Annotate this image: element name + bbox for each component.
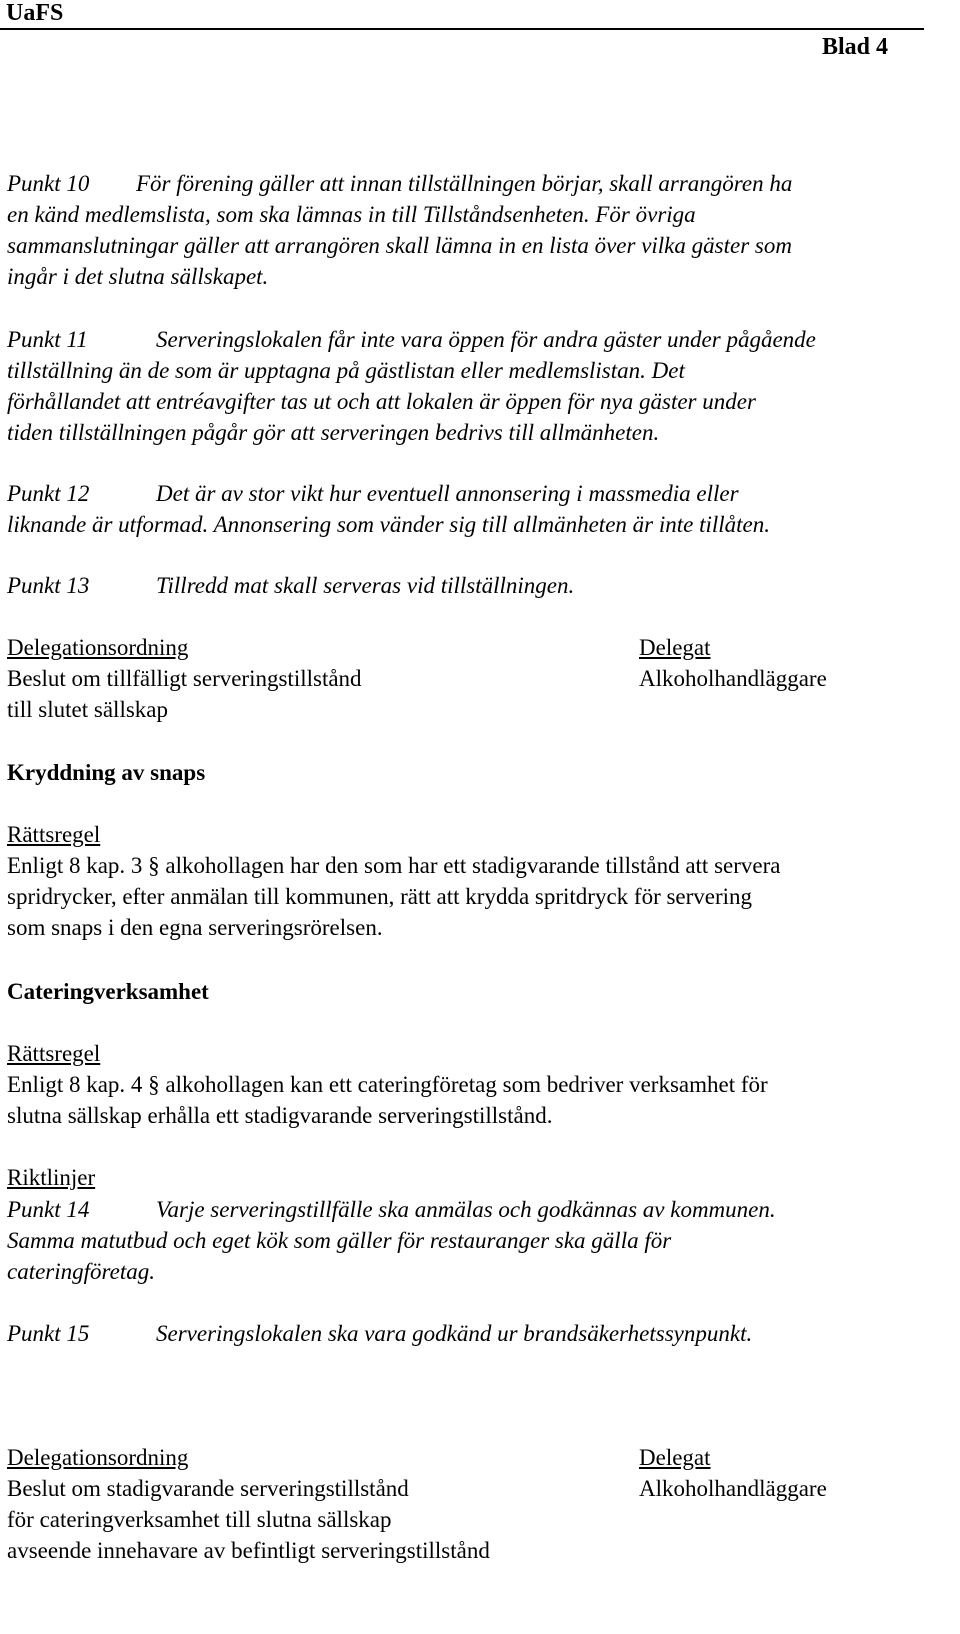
punkt-11-line3: förhållandet att entréavgifter tas ut och att lokalen är öppen för nya gäster under bbox=[7, 389, 756, 414]
punkt-10 bbox=[7, 168, 922, 292]
catering-title: Cateringverksamhet bbox=[7, 979, 209, 1004]
punkt-11-line1: Serveringslokalen får inte vara öppen för andra gäster under pågående bbox=[156, 327, 816, 352]
kryddning-line2: spridrycker, efter anmälan till kommunen, rätt att krydda spritdryck för servering bbox=[7, 884, 753, 909]
delegation-2-line1: Beslut om stadigvarande serveringstillstånd bbox=[7, 1476, 409, 1501]
punkt-10-line1: För förening gäller att innan tillställningen börjar, skall arrangören ha bbox=[136, 171, 793, 196]
punkt-12-line2: liknande är utformad. Annonsering som vänder sig till allmänheten är inte tillåten. bbox=[7, 512, 770, 537]
punkt-10-label: Punkt 10 bbox=[7, 171, 90, 196]
punkt-13-label: Punkt 13 bbox=[7, 573, 90, 598]
punkt-14-line3: cateringföretag. bbox=[7, 1259, 155, 1284]
punkt-10-line4: ingår i det slutna sällskapet. bbox=[7, 264, 269, 289]
punkt-15-label: Punkt 15 bbox=[7, 1321, 90, 1346]
punkt-12 bbox=[7, 478, 922, 540]
delegation-1 bbox=[7, 632, 922, 725]
delegation-1-heading: Delegationsordning bbox=[7, 635, 189, 660]
punkt-15 bbox=[7, 1318, 922, 1349]
kryddning-title: Kryddning av snaps bbox=[7, 760, 206, 785]
delegation-2-delegat-heading: Delegat bbox=[639, 1445, 711, 1470]
punkt-14-label: Punkt 14 bbox=[7, 1197, 90, 1222]
kryddning-line3: som snaps i den egna serveringsrörelsen. bbox=[7, 915, 383, 940]
kryddning-section bbox=[7, 757, 922, 943]
catering-line1: Enligt 8 kap. 4 § alkohollagen kan ett cateringföretag som bedriver verksamhet för bbox=[7, 1072, 768, 1097]
punkt-15-line1: Serveringslokalen ska vara godkänd ur brandsäkerhetssynpunkt. bbox=[156, 1321, 753, 1346]
punkt-14-line1: Varje serveringstillfälle ska anmälas och godkännas av kommunen. bbox=[156, 1197, 776, 1222]
delegation-1-delegat-heading: Delegat bbox=[639, 635, 711, 660]
delegation-2-delegat: Alkoholhandläggare bbox=[639, 1476, 827, 1501]
delegation-2-heading: Delegationsordning bbox=[7, 1445, 189, 1470]
catering-line2: slutna sällskap erhålla ett stadigvarande serveringstillstånd. bbox=[7, 1103, 553, 1128]
header-org: UaFS bbox=[6, 0, 64, 26]
punkt-13 bbox=[7, 570, 922, 601]
delegation-2-line2: för cateringverksamhet till slutna sällskap bbox=[7, 1507, 392, 1532]
catering-rule-heading: Rättsregel bbox=[7, 1041, 101, 1066]
punkt-12-label: Punkt 12 bbox=[7, 481, 90, 506]
punkt-11-label: Punkt 11 bbox=[7, 327, 88, 352]
catering-guidelines-heading: Riktlinjer bbox=[7, 1165, 96, 1190]
catering-section bbox=[7, 976, 922, 1193]
kryddning-rule-heading: Rättsregel bbox=[7, 822, 101, 847]
punkt-11 bbox=[7, 324, 922, 448]
delegation-2 bbox=[7, 1442, 922, 1566]
kryddning-line1: Enligt 8 kap. 3 § alkohollagen har den som har ett stadigvarande tillstånd att servera bbox=[7, 853, 781, 878]
punkt-14 bbox=[7, 1194, 922, 1287]
delegation-1-line2: till slutet sällskap bbox=[7, 697, 168, 722]
page-number: Blad 4 bbox=[822, 34, 889, 60]
delegation-1-delegat: Alkoholhandläggare bbox=[639, 666, 827, 691]
punkt-11-line2: tillställning än de som är upptagna på gästlistan eller medlemslistan. Det bbox=[7, 358, 685, 383]
header-rule bbox=[0, 28, 924, 30]
punkt-10-line2: en känd medlemslista, som ska lämnas in till Tillståndsenheten. För övriga bbox=[7, 202, 696, 227]
delegation-2-line3: avseende innehavare av befintligt serveringstillstånd bbox=[7, 1538, 490, 1563]
punkt-10-line3: sammanslutningar gäller att arrangören skall lämna in en lista över vilka gäster som bbox=[7, 233, 792, 258]
delegation-1-line1: Beslut om tillfälligt serveringstillstånd bbox=[7, 666, 362, 691]
punkt-14-line2: Samma matutbud och eget kök som gäller för restauranger ska gälla för bbox=[7, 1228, 672, 1253]
punkt-13-line1: Tillredd mat skall serveras vid tillställningen. bbox=[156, 573, 575, 598]
punkt-11-line4: tiden tillställningen pågår gör att serveringen bedrivs till allmänheten. bbox=[7, 420, 660, 445]
punkt-12-line1: Det är av stor vikt hur eventuell annonsering i massmedia eller bbox=[156, 481, 739, 506]
